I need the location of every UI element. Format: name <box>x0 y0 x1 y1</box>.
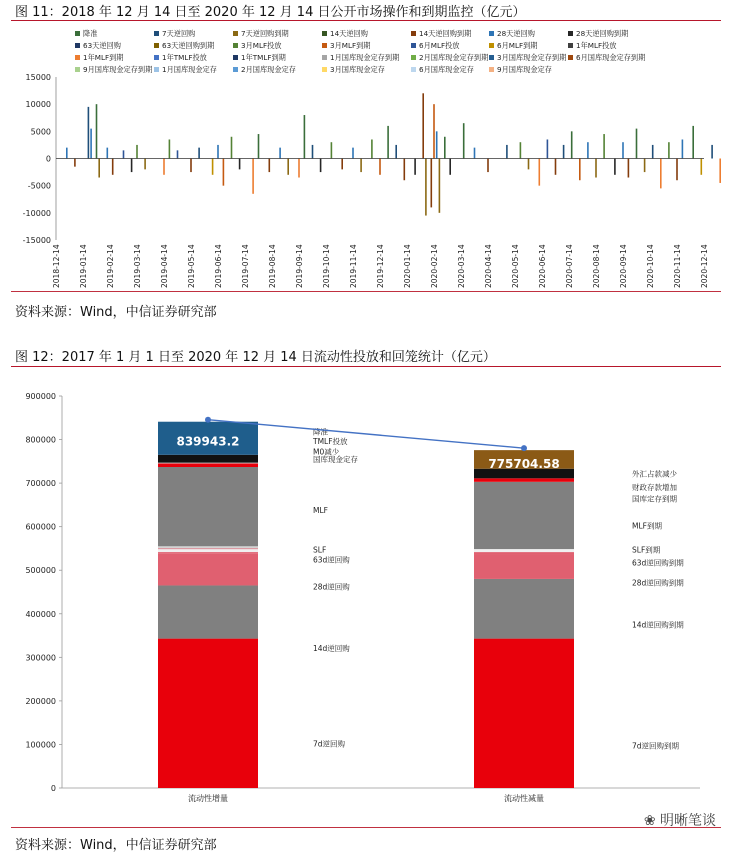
x-tick-label: 2019-11-14 <box>349 244 358 288</box>
legend-label: 3月MLF投放 <box>241 41 282 50</box>
legend-swatch <box>154 43 159 48</box>
stack-segment <box>158 639 258 788</box>
legend-swatch <box>489 67 494 72</box>
legend-label: 63天逆回购 <box>83 41 121 50</box>
ops-bar <box>547 139 549 158</box>
x-tick-label: 2020-11-14 <box>673 244 682 288</box>
x-category-label: 流动性增量 <box>188 794 228 803</box>
segment-label: 国库定存到期 <box>632 494 677 504</box>
ops-bar <box>320 159 322 173</box>
ops-bar <box>190 159 192 173</box>
legend-swatch <box>75 67 80 72</box>
segment-label: 14d逆回购到期 <box>632 620 684 630</box>
legend-swatch <box>322 31 327 36</box>
y-tick-label: 10000 <box>25 100 51 110</box>
ops-bar <box>692 126 694 159</box>
ops-bar <box>298 159 300 178</box>
ops-bar <box>660 159 662 189</box>
ops-bar <box>449 159 451 175</box>
segment-label: 降准 <box>313 427 328 437</box>
stack-segment <box>474 555 574 579</box>
ops-bar <box>136 145 138 159</box>
title-rule <box>11 366 721 367</box>
ops-bar <box>474 148 476 159</box>
legend-label: 1年TMLF投放 <box>162 53 207 62</box>
x-tick-label: 2019-04-14 <box>160 244 169 288</box>
ops-bar <box>331 142 333 158</box>
ops-bar <box>571 131 573 158</box>
ops-bar <box>682 139 684 158</box>
total-trend-marker <box>205 417 211 423</box>
ops-bar <box>436 131 438 158</box>
y-tick-label: 500000 <box>25 566 56 576</box>
x-tick-label: 2020-06-14 <box>538 244 547 288</box>
ops-bar <box>422 93 424 158</box>
source-rule <box>11 827 721 828</box>
x-category-label: 流动性减量 <box>504 794 544 803</box>
ops-bar <box>595 159 597 178</box>
ops-bar <box>279 148 281 159</box>
ops-bar <box>360 159 362 173</box>
segment-label: 国库现金定存 <box>313 455 358 465</box>
legend-label: 1年TMLF到期 <box>241 53 286 62</box>
ops-bar <box>312 145 314 159</box>
stack-segment <box>158 553 258 585</box>
ops-bar <box>352 148 354 159</box>
ops-bar <box>239 159 241 170</box>
ops-bar <box>636 129 638 159</box>
ops-bar <box>719 159 721 183</box>
segment-label: 外汇占款减少 <box>632 469 677 479</box>
stack-segment <box>158 467 258 546</box>
ops-bar <box>98 159 100 178</box>
segment-label: 14d逆回购 <box>313 643 350 653</box>
ops-bar <box>528 159 530 170</box>
stack-segment <box>158 463 258 464</box>
legend-label: 1月国库现金定存到期 <box>330 53 400 62</box>
legend-swatch <box>233 55 238 60</box>
legend-swatch <box>411 55 416 60</box>
legend-swatch <box>489 43 494 48</box>
ops-bar <box>223 159 225 186</box>
ops-bar <box>676 159 678 181</box>
legend-swatch <box>322 55 327 60</box>
segment-label: 28d逆回购到期 <box>632 578 684 588</box>
legend-swatch <box>75 31 80 36</box>
ops-bar <box>66 148 68 159</box>
legend-label: 28天逆回购 <box>497 29 535 38</box>
y-tick-label: 100000 <box>25 740 56 750</box>
stack-segment <box>158 464 258 467</box>
legend-swatch <box>411 43 416 48</box>
ops-bar <box>520 142 522 158</box>
ops-bar <box>652 145 654 159</box>
legend-swatch <box>154 31 159 36</box>
legend-swatch <box>568 55 573 60</box>
legend-label: 6月国库现金定存到期 <box>576 53 646 62</box>
legend-label: 7天逆回购 <box>162 29 196 38</box>
x-tick-label: 2020-02-14 <box>430 244 439 288</box>
legend-swatch <box>154 67 159 72</box>
x-tick-label: 2019-10-14 <box>322 244 331 288</box>
total-trend-marker <box>521 445 527 451</box>
ops-bar <box>433 104 435 158</box>
ops-bar <box>112 159 114 175</box>
ops-bar <box>628 159 630 178</box>
legend-label: 3月国库现金定存到期 <box>497 53 567 62</box>
legend-swatch <box>411 67 416 72</box>
y-tick-label: -5000 <box>27 181 51 191</box>
ops-bar <box>563 145 565 159</box>
x-tick-label: 2020-07-14 <box>565 244 574 288</box>
legend-label: 6月MLF投放 <box>419 41 460 50</box>
legend-swatch <box>154 55 159 60</box>
legend-label: 2月国库现金定存 <box>241 65 296 74</box>
legend-swatch <box>233 43 238 48</box>
x-tick-label: 2020-01-14 <box>403 244 412 288</box>
y-tick-label: 200000 <box>25 696 56 706</box>
ops-bar <box>414 159 416 175</box>
x-tick-label: 2019-08-14 <box>268 244 277 288</box>
ops-bar <box>212 159 214 175</box>
ops-bar <box>269 159 271 173</box>
legend-label: 1月国库现金定存 <box>162 65 217 74</box>
legend-label: 9月国库现金定存到期 <box>83 65 153 74</box>
open-market-operations-chart <box>0 22 744 290</box>
x-tick-label: 2019-01-14 <box>79 244 88 288</box>
legend-swatch <box>322 67 327 72</box>
x-tick-label: 2019-02-14 <box>106 244 115 288</box>
y-tick-label: 700000 <box>25 479 56 489</box>
stack-total-label: 775704.58 <box>488 457 560 472</box>
legend-swatch <box>568 31 573 36</box>
figure-1-title: 图 11：2018 年 12 月 14 日至 2020 年 12 月 14 日公开市场操作和到期监控（亿元） <box>15 5 526 20</box>
y-tick-label: 800000 <box>25 435 56 445</box>
stack-segment <box>474 478 574 481</box>
segment-label: MLF <box>313 506 328 516</box>
ops-bar <box>487 159 489 173</box>
stack-segment <box>158 546 258 548</box>
x-tick-label: 2020-10-14 <box>646 244 655 288</box>
x-tick-label: 2019-07-14 <box>241 244 250 288</box>
ops-bar <box>163 159 165 175</box>
y-tick-label: 300000 <box>25 653 56 663</box>
legend-label: 14天逆回购 <box>330 29 368 38</box>
legend-swatch <box>322 43 327 48</box>
ops-bar <box>217 145 219 159</box>
legend-swatch <box>233 67 238 72</box>
segment-label: 63d逆回购到期 <box>632 558 684 568</box>
ops-bar <box>425 159 427 216</box>
legend-label: 降准 <box>83 29 98 38</box>
ops-bar <box>287 159 289 175</box>
ops-bar <box>539 159 541 186</box>
ops-bar <box>614 159 616 175</box>
y-tick-label: 0 <box>45 154 51 164</box>
x-tick-label: 2019-06-14 <box>214 244 223 288</box>
ops-bar <box>74 159 76 167</box>
legend-label: 28天逆回购到期 <box>576 29 629 38</box>
ops-bar <box>404 159 406 181</box>
figure-2-source: 资料来源：Wind，中信证券研究部 <box>15 838 217 853</box>
segment-label: SLF到期 <box>632 545 661 555</box>
ops-bar <box>96 104 98 158</box>
ops-bar <box>387 126 389 159</box>
stack-segment <box>474 579 574 639</box>
ops-bar <box>88 107 90 159</box>
segment-label: M0减少 <box>313 447 340 457</box>
legend-swatch <box>411 31 416 36</box>
ops-bar <box>395 145 397 159</box>
ops-bar <box>144 159 146 170</box>
segment-label: TMLF投放 <box>313 436 348 446</box>
x-tick-label: 2020-08-14 <box>592 244 601 288</box>
legend-swatch <box>489 31 494 36</box>
title-rule <box>11 20 721 21</box>
legend-label: 14天逆回购到期 <box>419 29 472 38</box>
x-tick-label: 2020-04-14 <box>484 244 493 288</box>
x-tick-label: 2020-09-14 <box>619 244 628 288</box>
ops-bar <box>258 134 260 158</box>
y-tick-label: 5000 <box>30 127 51 137</box>
legend-label: 7天逆回购到期 <box>241 29 289 38</box>
ops-bar <box>341 159 343 170</box>
y-tick-label: 15000 <box>25 73 51 82</box>
segment-label: 财政存款增加 <box>632 483 677 493</box>
ops-bar <box>555 159 557 175</box>
legend-swatch <box>233 31 238 36</box>
stack-segment <box>158 585 258 638</box>
ops-bar <box>439 159 441 213</box>
legend-label: 6月国库现金定存 <box>419 65 474 74</box>
ops-bar <box>379 159 381 175</box>
x-tick-label: 2020-03-14 <box>457 244 466 288</box>
source-rule <box>11 291 721 292</box>
legend-label: 63天逆回购到期 <box>162 41 215 50</box>
x-tick-label: 2019-09-14 <box>295 244 304 288</box>
segment-label: SLF <box>313 545 327 555</box>
segment-label: 7d逆回购到期 <box>632 741 680 751</box>
x-tick-label: 2020-12-14 <box>700 244 709 288</box>
ops-bar <box>123 150 125 158</box>
ops-bar <box>668 142 670 158</box>
legend-swatch <box>75 55 80 60</box>
legend-label: 1年MLF投放 <box>576 41 617 50</box>
y-tick-label: 0 <box>50 784 56 793</box>
ops-bar <box>169 139 171 158</box>
figure-1-source: 资料来源：Wind，中信证券研究部 <box>15 305 217 320</box>
ops-bar <box>231 137 233 159</box>
y-tick-label: 400000 <box>25 609 56 619</box>
ops-bar <box>603 134 605 158</box>
legend-label: 2月国库现金定存到期 <box>419 53 489 62</box>
legend-label: 3月MLF到期 <box>330 41 371 50</box>
legend-label: 9月国库现金定存 <box>497 65 552 74</box>
figure-2-title: 图 12：2017 年 1 月 1 日至 2020 年 12 月 14 日流动性投放和回笼统计（亿元） <box>15 350 496 365</box>
stack-segment <box>474 482 574 550</box>
stack-total-label: 839943.2 <box>176 434 240 449</box>
y-tick-label: -10000 <box>22 208 51 218</box>
segment-label: 63d逆回购 <box>313 555 350 565</box>
x-tick-label: 2019-12-14 <box>376 244 385 288</box>
ops-bar <box>444 137 446 159</box>
ops-bar <box>506 145 508 159</box>
legend-label: 6月MLF到期 <box>497 41 538 50</box>
ops-bar <box>252 159 254 194</box>
segment-label: 28d逆回购 <box>313 582 350 592</box>
x-tick-label: 2019-03-14 <box>133 244 142 288</box>
legend-swatch <box>568 43 573 48</box>
stack-segment <box>158 455 258 463</box>
ops-bar <box>431 159 433 208</box>
wechat-icon: ❀ <box>643 813 660 829</box>
ops-bar <box>304 115 306 158</box>
liquidity-stack-chart <box>0 372 744 818</box>
legend-label: 1年MLF到期 <box>83 53 124 62</box>
legend-swatch <box>75 43 80 48</box>
y-tick-label: -15000 <box>22 236 51 245</box>
ops-bar <box>107 148 109 159</box>
y-tick-label: 600000 <box>25 522 56 532</box>
watermark <box>644 810 716 830</box>
x-tick-label: 2020-05-14 <box>511 244 520 288</box>
ops-bar <box>371 139 373 158</box>
ops-bar <box>711 145 713 159</box>
segment-label: MLF到期 <box>632 521 662 531</box>
ops-bar <box>644 159 646 173</box>
x-tick-label: 2018-12-14 <box>52 244 61 288</box>
y-tick-label: 900000 <box>25 392 56 401</box>
ops-bar <box>177 150 179 158</box>
ops-bar <box>587 142 589 158</box>
ops-bar <box>198 148 200 159</box>
ops-bar <box>90 129 92 159</box>
legend-swatch <box>489 55 494 60</box>
ops-bar <box>622 142 624 158</box>
ops-bar <box>463 123 465 158</box>
watermark-text: 明晰笔谈 <box>660 813 716 829</box>
stack-segment <box>474 639 574 788</box>
ops-bar <box>131 159 133 173</box>
x-tick-label: 2019-05-14 <box>187 244 196 288</box>
segment-label: 7d逆回购 <box>313 739 346 749</box>
ops-bar <box>701 159 703 175</box>
legend-label: 3月国库现金定存 <box>330 65 385 74</box>
ops-bar <box>579 159 581 181</box>
